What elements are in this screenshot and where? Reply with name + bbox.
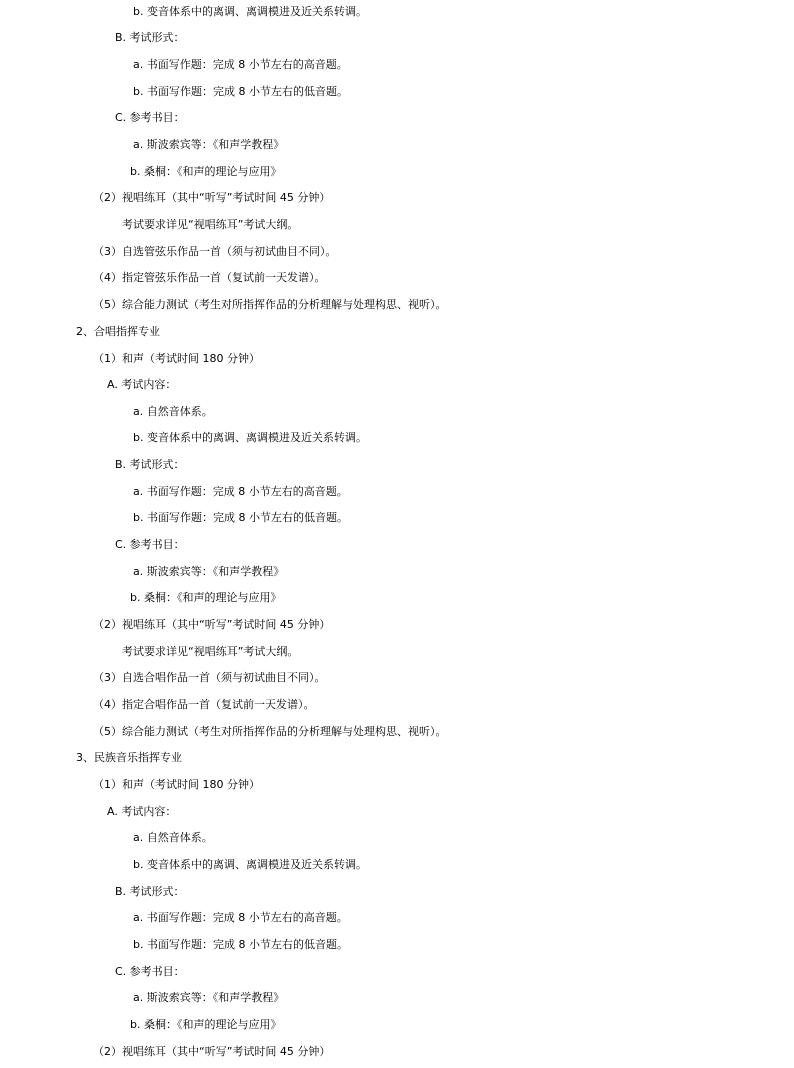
text-line-17: b. 变音体系中的离调、离调模进及近关系转调。 bbox=[133, 431, 367, 444]
text-line-12: （5）综合能力测试（考生对所指挥作品的分析理解与处理构思、视听）。 bbox=[93, 298, 447, 311]
text-line-8: （2）视唱练耳（其中“听写”考试时间 45 分钟） bbox=[93, 191, 331, 204]
text-line-15: A. 考试内容： bbox=[107, 378, 177, 391]
text-line-34: B. 考试形式： bbox=[115, 885, 185, 898]
text-line-10: （3）自选管弦乐作品一首（须与初试曲目不同）。 bbox=[93, 245, 337, 258]
text-line-27: （4）指定合唱作品一首（复试前一天发谱）。 bbox=[93, 698, 315, 711]
text-line-3: a. 书面写作题：完成 8 小节左右的高音题。 bbox=[133, 58, 348, 71]
text-line-36: b. 书面写作题：完成 8 小节左右的低音题。 bbox=[133, 938, 348, 951]
text-line-22: a. 斯波索宾等：《和声学教程》 bbox=[133, 565, 285, 578]
text-line-7: b. 桑桐：《和声的理论与应用》 bbox=[130, 165, 282, 178]
text-line-6: a. 斯波索宾等：《和声学教程》 bbox=[133, 138, 285, 151]
text-line-25: 考试要求详见“视唱练耳”考试大纲。 bbox=[122, 645, 299, 658]
text-line-4: b. 书面写作题：完成 8 小节左右的低音题。 bbox=[133, 85, 348, 98]
text-line-26: （3）自选合唱作品一首（须与初试曲目不同）。 bbox=[93, 671, 326, 684]
text-line-20: b. 书面写作题：完成 8 小节左右的低音题。 bbox=[133, 511, 348, 524]
text-line-2: B. 考试形式： bbox=[115, 31, 185, 44]
text-line-5: C. 参考书目： bbox=[115, 111, 185, 124]
text-line-9: 考试要求详见“视唱练耳”考试大纲。 bbox=[122, 218, 299, 231]
text-line-18: B. 考试形式： bbox=[115, 458, 185, 471]
text-line-30: （1）和声（考试时间 180 分钟） bbox=[93, 778, 260, 791]
text-line-21: C. 参考书目： bbox=[115, 538, 185, 551]
section-heading-choral: 2、合唱指挥专业 bbox=[76, 325, 160, 338]
text-line-40: （2）视唱练耳（其中“听写”考试时间 45 分钟） bbox=[93, 1045, 331, 1058]
text-line-11: （4）指定管弦乐作品一首（复试前一天发谱）。 bbox=[93, 271, 326, 284]
text-line-19: a. 书面写作题：完成 8 小节左右的高音题。 bbox=[133, 485, 348, 498]
text-line-37: C. 参考书目： bbox=[115, 965, 185, 978]
text-line-39: b. 桑桐：《和声的理论与应用》 bbox=[130, 1018, 282, 1031]
section-heading-folk: 3、民族音乐指挥专业 bbox=[76, 751, 182, 764]
text-line-28: （5）综合能力测试（考生对所指挥作品的分析理解与处理构思、视听）。 bbox=[93, 725, 447, 738]
text-line-35: a. 书面写作题：完成 8 小节左右的高音题。 bbox=[133, 911, 348, 924]
text-line-32: a. 自然音体系。 bbox=[133, 831, 213, 844]
text-line-23: b. 桑桐：《和声的理论与应用》 bbox=[130, 591, 282, 604]
text-line-24: （2）视唱练耳（其中“听写”考试时间 45 分钟） bbox=[93, 618, 331, 631]
text-line-16: a. 自然音体系。 bbox=[133, 405, 213, 418]
text-line-31: A. 考试内容： bbox=[107, 805, 177, 818]
text-line-14: （1）和声（考试时间 180 分钟） bbox=[93, 352, 260, 365]
text-line-1: b. 变音体系中的离调、离调模进及近关系转调。 bbox=[133, 5, 367, 18]
text-line-33: b. 变音体系中的离调、离调模进及近关系转调。 bbox=[133, 858, 367, 871]
text-line-38: a. 斯波索宾等：《和声学教程》 bbox=[133, 991, 285, 1004]
